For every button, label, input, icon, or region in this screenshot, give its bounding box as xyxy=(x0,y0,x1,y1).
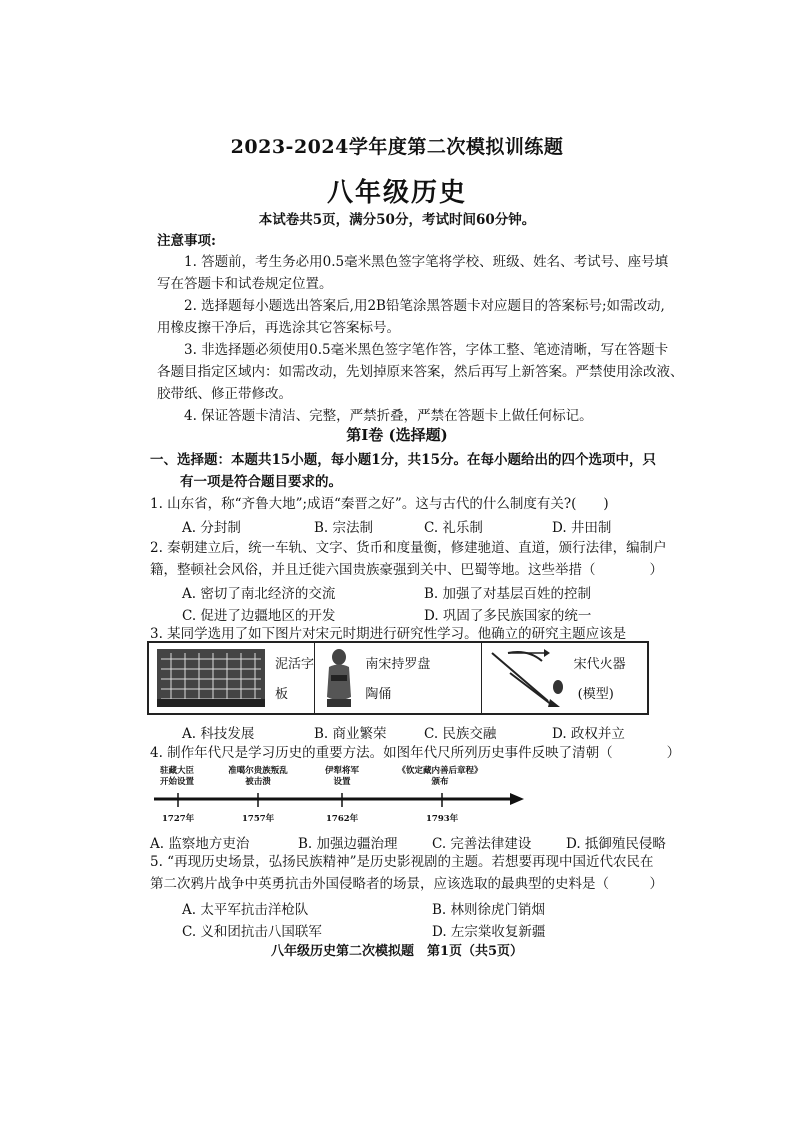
q3-image-cell-compass-figurine xyxy=(315,643,481,713)
timeline-event-label: 驻藏大臣 开始设置 xyxy=(159,766,194,787)
notice-line: 2. 选择题每小题选出答案后,用2B铅笔涂黑答题卡对应题目的答案标号;如需改动, xyxy=(184,298,665,314)
movable-type-image xyxy=(157,649,265,707)
q4-option-b: B. 加强边疆治理 xyxy=(298,836,398,852)
notice-line: 4. 保证答题卡清洁、完整，严禁折叠，严禁在答题卡上做任何标记。 xyxy=(184,408,593,424)
timeline-axis xyxy=(152,790,532,810)
q5-option-a: A. 太平军抗击洋枪队 xyxy=(182,902,309,918)
exam-title: 2023-2024学年度第二次模拟训练题 xyxy=(230,136,564,158)
q3-img1-caption: 板 xyxy=(275,687,289,702)
notice-line: 胶带纸、修正带修改。 xyxy=(157,386,292,402)
figurine-image xyxy=(321,647,357,711)
q2-option-a: A. 密切了南北经济的交流 xyxy=(182,586,336,602)
q3-image-strip xyxy=(147,641,649,715)
page-footer: 八年级历史第二次模拟题 第1页（共5页） xyxy=(270,944,524,959)
q5-option-d: D. 左宗棠收复新疆 xyxy=(432,924,546,940)
q5-option-b: B. 林则徐虎门销烟 xyxy=(432,902,546,918)
question-2-stem: 籍，整顿社会风俗，并且迁徙六国贵族豪强到关中、巴蜀等地。这些举措（ ） xyxy=(150,562,663,578)
q3-image-cell-firearm xyxy=(482,643,647,713)
q4-option-a: A. 监察地方吏治 xyxy=(150,836,250,852)
timeline-year: 1793年 xyxy=(426,814,459,824)
timeline-year: 1727年 xyxy=(162,814,195,824)
timeline-event-label: 伊犁将军 设置 xyxy=(324,766,359,787)
q1-option-a: A. 分封制 xyxy=(182,520,241,536)
q3-image-cell-movable-type xyxy=(149,643,315,713)
q3-option-a: A. 科技发展 xyxy=(182,726,255,742)
q3-img3-caption: (模型) xyxy=(577,687,614,702)
section-intro: 一、选择题：本题共15小题，每小题1分，共15分。在每小题给出的四个选项中，只 xyxy=(150,452,656,468)
question-2-stem: 2. 秦朝建立后，统一车轨、文字、货币和度量衡，修建驰道、直道，颁行法律，编制户 xyxy=(150,540,667,556)
timeline-event-label: 准噶尔贵族叛乱 被击溃 xyxy=(228,766,288,787)
timeline-year: 1762年 xyxy=(326,814,359,824)
q4-option-d: D. 抵御殖民侵略 xyxy=(566,836,666,852)
question-3-stem: 3. 某同学选用了如下图片对宋元时期进行研究性学习。他确立的研究主题应该是 xyxy=(150,626,627,642)
question-5-stem: 5. “再现历史场景，弘扬民族精神”是历史影视剧的主题。若想要再现中国近代农民在 xyxy=(150,854,654,870)
question-4-stem: 4. 制作年代尺是学习历史的重要方法。如图年代尺所列历史事件反映了清朝（ ） xyxy=(150,745,681,761)
q5-option-c: C. 义和团抗击八国联军 xyxy=(182,924,322,940)
q1-option-b: B. 宗法制 xyxy=(314,520,374,536)
subject-title: 八年级历史 xyxy=(326,178,467,208)
q2-option-d: D. 巩固了多民族国家的统一 xyxy=(424,608,592,624)
notice-heading: 注意事项: xyxy=(157,233,216,249)
timeline-year: 1757年 xyxy=(242,814,275,824)
q2-option-b: B. 加强了对基层百姓的控制 xyxy=(424,586,592,602)
notice-line: 3. 非选择题必须使用0.5毫米黑色签字笔作答，字体工整、笔迹清晰，写在答题卡 xyxy=(184,342,669,358)
notice-line: 各题目指定区域内：如需改动，先划掉原来答案，然后再写上新答案。严禁使用涂改液、 xyxy=(157,364,684,380)
section-intro: 有一项是符合题目要求的。 xyxy=(180,474,342,490)
question-1-stem: 1. 山东省，称“齐鲁大地”;成语“秦晋之好”。这与古代的什么制度有关?( ) xyxy=(150,496,609,512)
firearm-image xyxy=(488,647,568,709)
q4-option-c: C. 完善法律建设 xyxy=(432,836,532,852)
notice-line: 用橡皮擦干净后，再选涂其它答案标号。 xyxy=(157,320,400,336)
q3-img2-caption: 南宋持罗盘 xyxy=(365,657,431,672)
q3-option-d: D. 政权并立 xyxy=(552,726,625,742)
timeline-event-label: 《钦定藏内善后章程》 颁布 xyxy=(397,766,483,787)
q3-img1-caption: 泥活字 xyxy=(275,657,315,672)
notice-line: 1. 答题前，考生务必用0.5毫米黑色签字笔将学校、班级、姓名、考试号、座号填 xyxy=(184,254,669,270)
q3-option-b: B. 商业繁荣 xyxy=(314,726,387,742)
q1-option-d: D. 井田制 xyxy=(552,520,612,536)
q3-img3-caption: 宋代火器 xyxy=(573,657,626,672)
q1-option-c: C. 礼乐制 xyxy=(424,520,483,536)
notice-line: 写在答题卡和试卷规定位置。 xyxy=(157,276,333,292)
exam-info: 本试卷共5页，满分50分，考试时间60分钟。 xyxy=(258,212,536,228)
q3-option-c: C. 民族交融 xyxy=(424,726,497,742)
section-title: 第Ⅰ卷 (选择题) xyxy=(346,426,448,444)
q2-option-c: C. 促进了边疆地区的开发 xyxy=(182,608,336,624)
question-5-stem: 第二次鸦片战争中英勇抗击外国侵略者的场景，应该选取的最典型的史料是（ ） xyxy=(150,876,663,892)
q3-img2-caption: 陶俑 xyxy=(365,687,392,702)
